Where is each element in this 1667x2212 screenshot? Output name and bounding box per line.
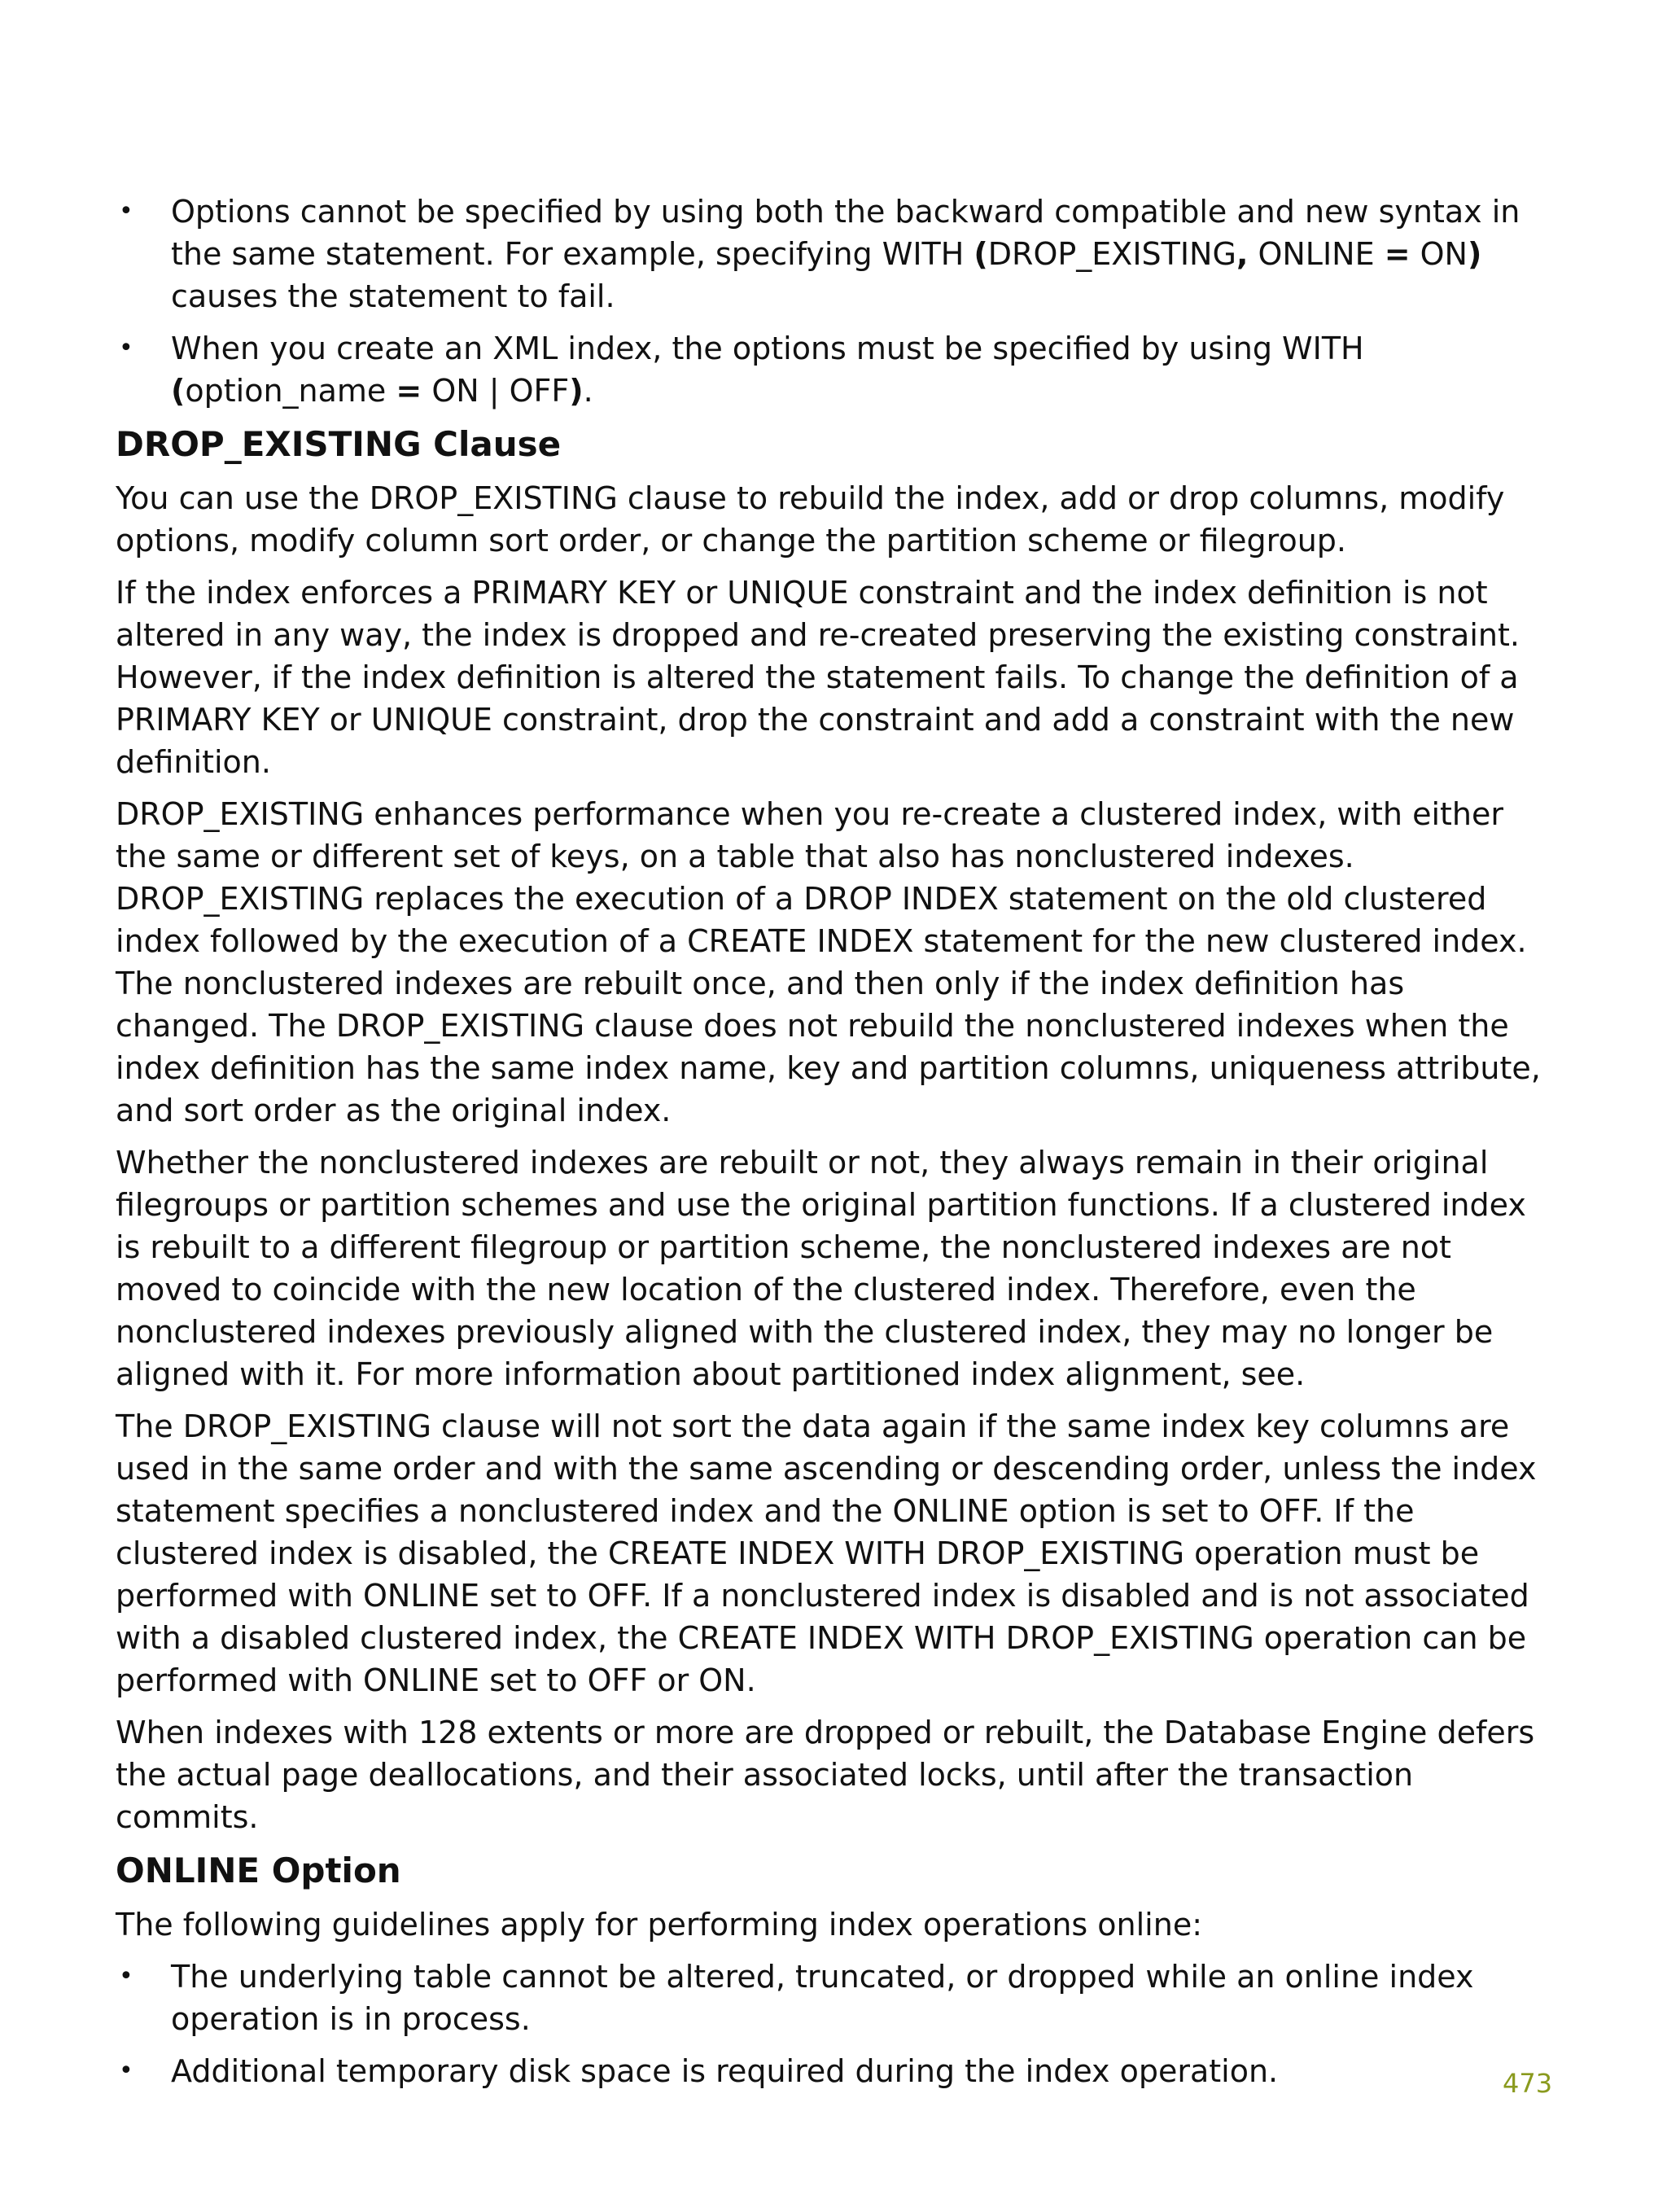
bullet-icon: • [119, 334, 133, 362]
list-item: • The underlying table cannot be altered, truncated, or dropped while an online index operation is in process. [116, 1956, 1556, 2040]
document-page [116, 191, 1556, 2102]
option-syntax-bullets [116, 191, 1556, 412]
paragraph: Whether the nonclustered indexes are rebuilt or not, they always remain in their original filegroups or partition schemes and use the original partition functions. If a clustered index is rebuilt to a different filegroup or partition scheme, the nonclustered indexes are not moved to coincide with the new location of the clustered index. Therefore, even the nonclustered indexes previously aligned with the clustered index, they may no longer be aligned with it. For more information about partitioned index alignment, see. [116, 1145, 1526, 1392]
bullet-icon: • [119, 1962, 133, 1991]
online-guidelines-bullets [116, 1956, 1556, 2092]
page-number: 473 [1503, 2068, 1553, 2099]
paragraph: When indexes with 128 extents or more are dropped or rebuilt, the Database Engine defers the actual page deallocations, and their associated locks, until after the transaction commits. [116, 1715, 1535, 1835]
bullet-icon: • [119, 197, 133, 226]
paragraph: The DROP_EXISTING clause will not sort the data again if the same index key columns are used in the same order and with the same ascending or descending order, unless the index statement specifies a nonclustered index and the ONLINE option is set to OFF. If the clustered index is disabled, the CREATE INDEX WITH DROP_EXISTING operation must be performed with ONLINE set to OFF. If a nonclustered index is disabled and is not associated with a disabled clustered index, the CREATE INDEX WITH DROP_EXISTING operation can be performed with ONLINE set to OFF or ON. [116, 1408, 1537, 1698]
paragraph: If the index enforces a PRIMARY KEY or UNIQUE constraint and the index definition is not altered in any way, the index is dropped and re-created preserving the existing constraint. However, if the index definition is altered the statement fails. To change the definition of a PRIMARY KEY or UNIQUE constraint, drop the constraint and add a constraint with the new definition. [116, 575, 1520, 780]
paragraph: The following guidelines apply for performing index operations online: [116, 1907, 1203, 1943]
section-heading-online-option: ONLINE Option [116, 1851, 401, 1890]
bullet-icon: • [119, 2057, 133, 2085]
section-heading-drop-existing: DROP_EXISTING Clause [116, 424, 562, 464]
list-item: • Additional temporary disk space is required during the index operation. [116, 2050, 1556, 2092]
paragraph: You can use the DROP_EXISTING clause to rebuild the index, add or drop columns, modify options, modify column sort order, or change the partition scheme or filegroup. [116, 480, 1505, 558]
paragraph: DROP_EXISTING enhances performance when you re-create a clustered index, with either the same or different set of keys, on a table that also has nonclustered indexes. DROP_EXISTING replaces the execution of a DROP INDEX statement on the old clustered index followed by the execution of a CREATE INDEX statement for the new clustered index. The nonclustered indexes are rebuilt once, and then only if the index definition has changed. The DROP_EXISTING clause does not rebuild the nonclustered indexes when the index definition has the same index name, key and partition columns, uniqueness attribute, and sort order as the original index. [116, 796, 1541, 1128]
list-item: • Options cannot be specified by using both the backward compatible and new syntax in the same statement. For example, specifying WITH (DROP_EXISTING, ONLINE = ON) causes the statement to fail. [116, 191, 1556, 318]
list-item: • When you create an XML index, the options must be specified by using WITH (option_name = ON | OFF). [116, 327, 1556, 412]
